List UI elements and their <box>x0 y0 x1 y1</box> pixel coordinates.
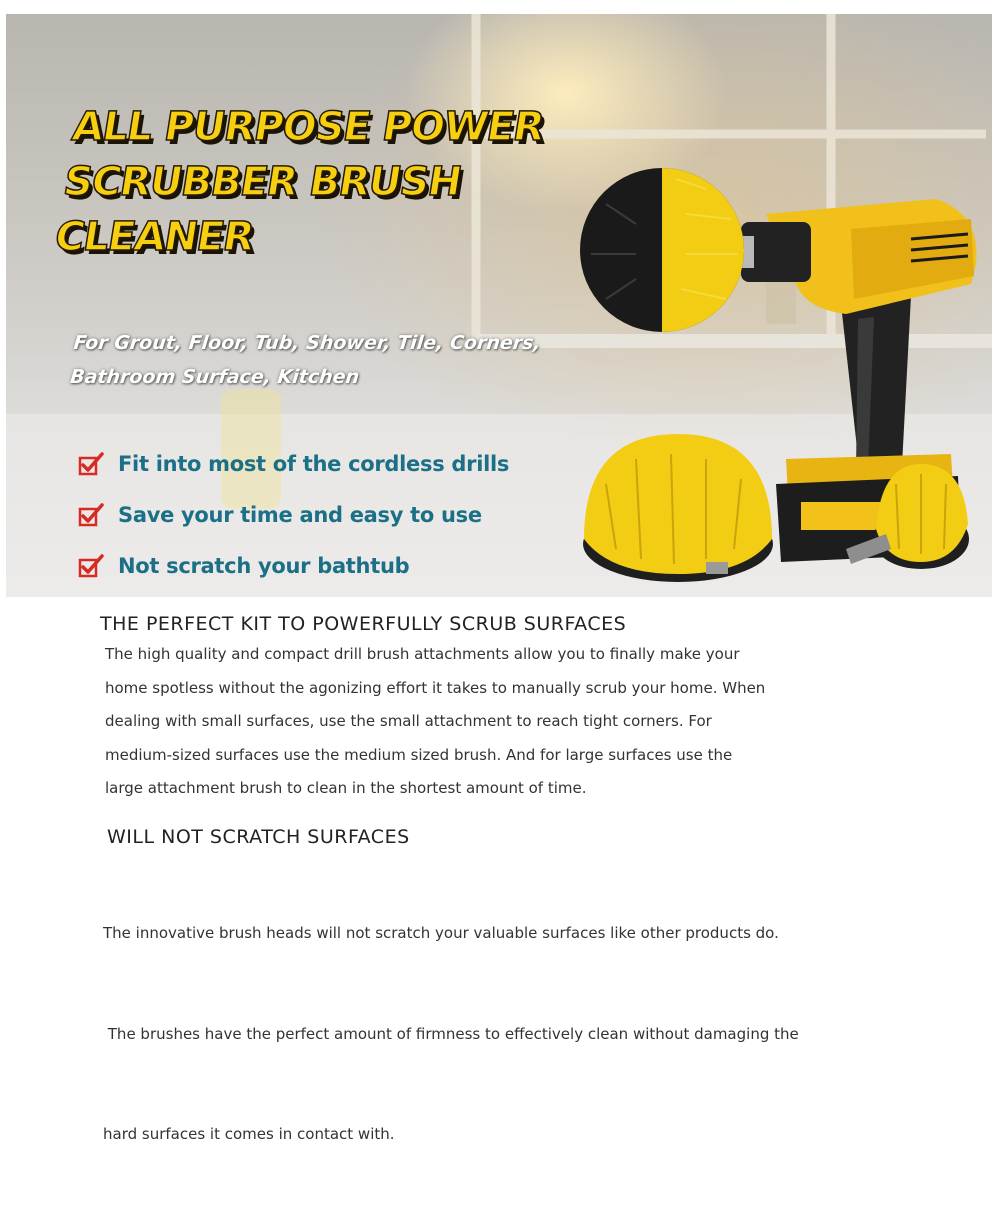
paragraph-line: The innovative brush heads will not scratch your valuable surfaces like other products do. <box>103 924 779 942</box>
paragraph-line: dealing with small surfaces, use the small attachment to reach tight corners. For <box>105 712 712 730</box>
paragraph-line: medium-sized surfaces use the medium sized brush. And for large surfaces use the <box>105 745 733 764</box>
paragraph-line: hard surfaces it comes in contact with. <box>103 1125 395 1143</box>
feature-list <box>78 438 509 591</box>
paragraph-line: The high quality and compact drill brush attachments allow you to finally make your <box>105 645 740 663</box>
feature-text: Not scratch your bathtub <box>118 553 410 578</box>
section-perfect-kit <box>100 613 900 806</box>
product-banner <box>6 14 992 597</box>
feature-text: Fit into most of the cordless drills <box>118 451 510 476</box>
section-will-not-scratch <box>100 826 900 1219</box>
section-paragraph <box>103 850 900 1219</box>
feature-item <box>78 438 509 489</box>
red-check-icon <box>78 554 104 578</box>
banner-subtitle: For Grout, Floor, Tub, Shower, Tile, Corners, Bathroom Surface, Kitchen <box>69 332 542 388</box>
paragraph-line: home spotless without the agonizing effort it takes to manually scrub your home. When <box>105 678 766 697</box>
feature-item <box>78 489 509 540</box>
section-paragraph <box>105 638 900 806</box>
paragraph-line: The brushes have the perfect amount of firmness to effectively clean without damaging the <box>103 1024 799 1043</box>
red-check-icon <box>78 452 104 476</box>
feature-text: Save your time and easy to use <box>118 502 482 527</box>
section-heading: THE PERFECT KIT TO POWERFULLY SCRUB SURFACES <box>100 613 627 635</box>
paragraph-line: large attachment brush to clean in the shortest amount of time. <box>105 779 587 797</box>
section-heading: WILL NOT SCRATCH SURFACES <box>107 826 410 848</box>
banner-title: ALL PURPOSE POWER SCRUBBER BRUSH CLEANER <box>51 104 547 260</box>
feature-item <box>78 540 509 591</box>
red-check-icon <box>78 503 104 527</box>
